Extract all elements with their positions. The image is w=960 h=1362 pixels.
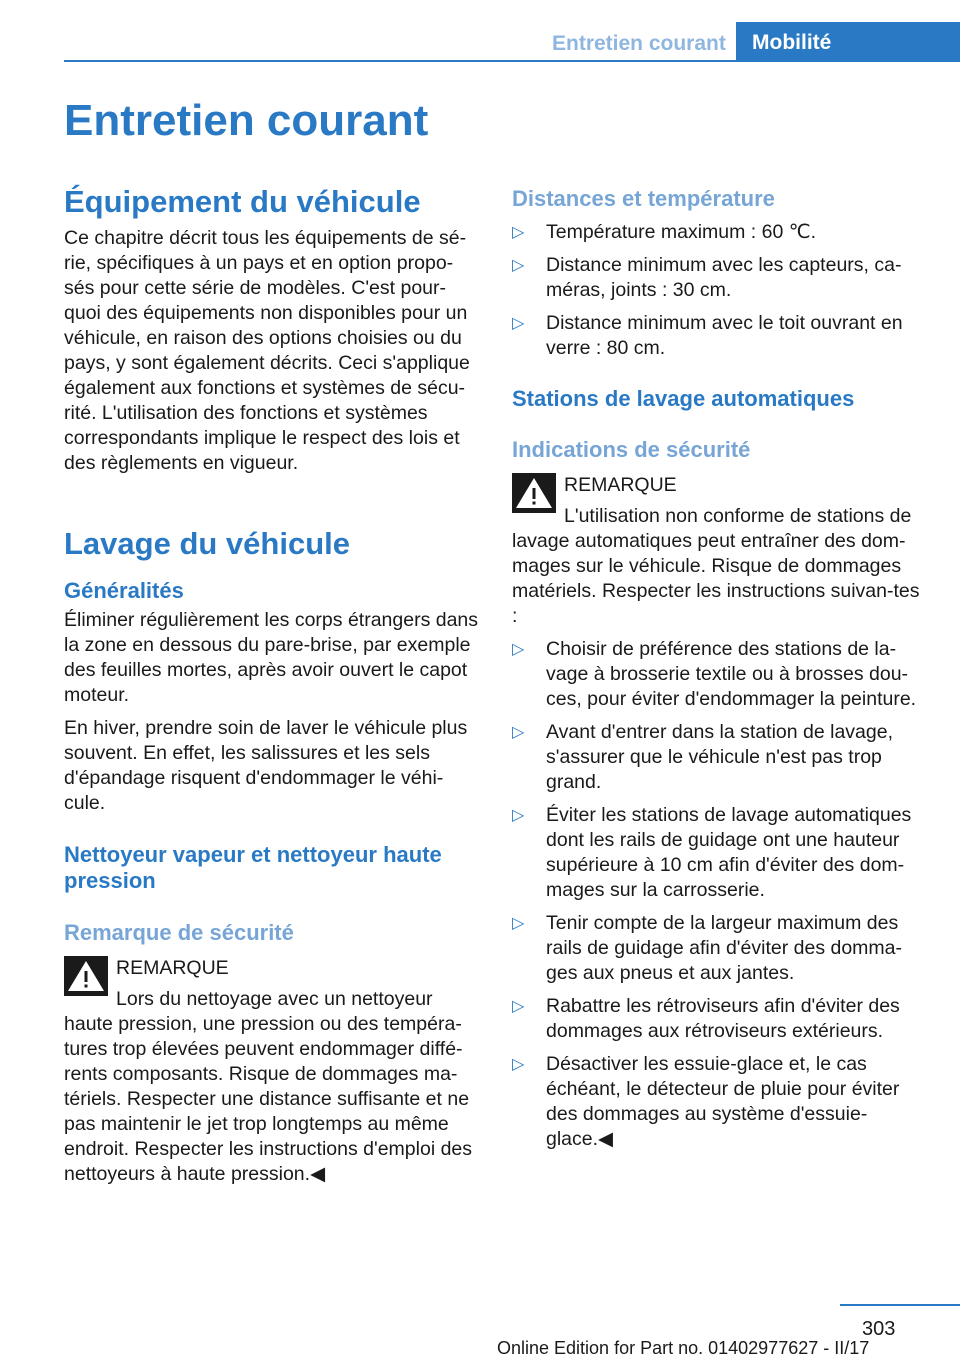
bullet-triangle-icon: ▷ xyxy=(512,315,525,332)
heading-nettoyeur: Nettoyeur vapeur et nettoyeur haute pression xyxy=(64,842,442,893)
heading-indications-securite: Indications de sécurité xyxy=(512,437,751,462)
footer-rule xyxy=(840,1304,960,1306)
list-item: ▷ Désactiver les essuie-glace et, le cas échéant, le détecteur de pluie pour éviter des dommages au système d'essuie-glace.◀ xyxy=(512,1053,900,1150)
list-item: ▷ Tenir compte de la largeur maximum des rails de guidage afin d'éviter des domma‐ges aux pneus et aux jantes. xyxy=(512,912,902,984)
warning-block xyxy=(64,956,480,1187)
bullet-triangle-icon: ▷ xyxy=(512,1056,525,1073)
heading-equipement: Équipement du véhicule xyxy=(64,184,421,219)
warning-text-first-line: L'utilisation non conforme de stations de xyxy=(564,505,912,527)
header-section-tab: Entretien courant xyxy=(552,32,726,55)
warning-label: REMARQUE xyxy=(116,957,229,979)
header-chapter-tab: Mobilité xyxy=(736,22,960,62)
left-column xyxy=(64,182,480,1187)
list-item: ▷ Choisir de préférence des stations de la‐vage à brosserie textile ou à brosses dou‐ces, pour éviter d'endommager la peinture. xyxy=(512,638,917,710)
heading-remarque-securite: Remarque de sécurité xyxy=(64,920,294,945)
list-item: ▷ Température maximum : 60 ℃. xyxy=(512,221,817,243)
warning-triangle-icon xyxy=(512,473,556,513)
page-title: Entretien courant xyxy=(64,96,429,145)
paragraph-equipement: Ce chapitre décrit tous les équipements de sé‐rie, spécifiques à un pays et en option propo‐sés pour cette série de modèles. C'est pour‐quoi des équipements non disponibles pour un véhicule, en raison des options choisies ou du pays, y sont également décrits. Ceci s'applique également aux fonctions et systèmes de sécu‐rité. L'utilisation des fonctions et systèmes correspondants implique le respect des lois et des règlements en vigueur. xyxy=(64,227,470,474)
bullet-triangle-icon: ▷ xyxy=(512,224,525,241)
bullet-triangle-icon: ▷ xyxy=(512,641,525,658)
list-item: ▷ Rabattre les rétroviseurs afin d'éviter des dommages aux rétroviseurs extérieurs. xyxy=(512,995,900,1042)
station-list xyxy=(512,637,928,1152)
page-number: 303 xyxy=(862,1318,896,1340)
list-item: ▷ Distance minimum avec le toit ouvrant en verre : 80 cm. xyxy=(512,312,903,359)
warning-text: lavage automatiques peut entraîner des dom‐mages sur le véhicule. Risque de dommages matériels. Respecter les instructions suivan‐tes : xyxy=(512,530,920,627)
warning-block xyxy=(512,473,928,629)
heading-stations: Stations de lavage automatiques xyxy=(512,386,855,411)
distance-list xyxy=(512,220,928,361)
bullet-triangle-icon: ▷ xyxy=(512,257,525,274)
warning-text: Lors du nettoyage avec un nettoyeur haute pression, une pression ou des tempéra‐tures trop élevées peuvent endommager diffé‐rents composants. Risque de dommages ma‐tériels. Respecter une distance suffisante et ne pas maintenir le jet trop longtemps au même endroit. Respecter les instructions d'emploi des nettoyeurs à haute pression.◀ xyxy=(64,988,473,1185)
heading-lavage: Lavage du véhicule xyxy=(64,526,350,561)
heading-distances: Distances et température xyxy=(512,186,775,211)
bullet-triangle-icon: ▷ xyxy=(512,807,525,824)
paragraph-generalites-2: En hiver, prendre soin de laver le véhicule plus souvent. En effet, les salissures et les sels d'épandage risquent d'endommager le véhi‐cule. xyxy=(64,717,468,814)
list-item: ▷ Avant d'entrer dans la station de lavage, s'assurer que le véhicule n'est pas trop grand. xyxy=(512,721,894,793)
footer-edition: Online Edition for Part no. 01402977627 - II/17 xyxy=(497,1338,870,1358)
right-column xyxy=(512,182,928,1152)
bullet-triangle-icon: ▷ xyxy=(512,915,525,932)
warning-label: REMARQUE xyxy=(564,474,677,496)
bullet-triangle-icon: ▷ xyxy=(512,724,525,741)
header-rule xyxy=(64,60,960,62)
list-item: ▷ Distance minimum avec les capteurs, ca‐méras, joints : 30 cm. xyxy=(512,254,902,301)
heading-generalites: Généralités xyxy=(64,578,184,603)
list-item: ▷ Éviter les stations de lavage automatiques dont les rails de guidage ont une hauteur supérieure à 10 cm afin d'éviter des dom‐mages sur la carrosserie. xyxy=(512,804,912,901)
warning-triangle-icon xyxy=(64,956,108,996)
bullet-triangle-icon: ▷ xyxy=(512,998,525,1015)
paragraph-generalites-1: Éliminer régulièrement les corps étrangers dans la zone en dessous du pare-brise, par exemple des feuilles mortes, après avoir ouvert le capot moteur. xyxy=(64,609,479,706)
